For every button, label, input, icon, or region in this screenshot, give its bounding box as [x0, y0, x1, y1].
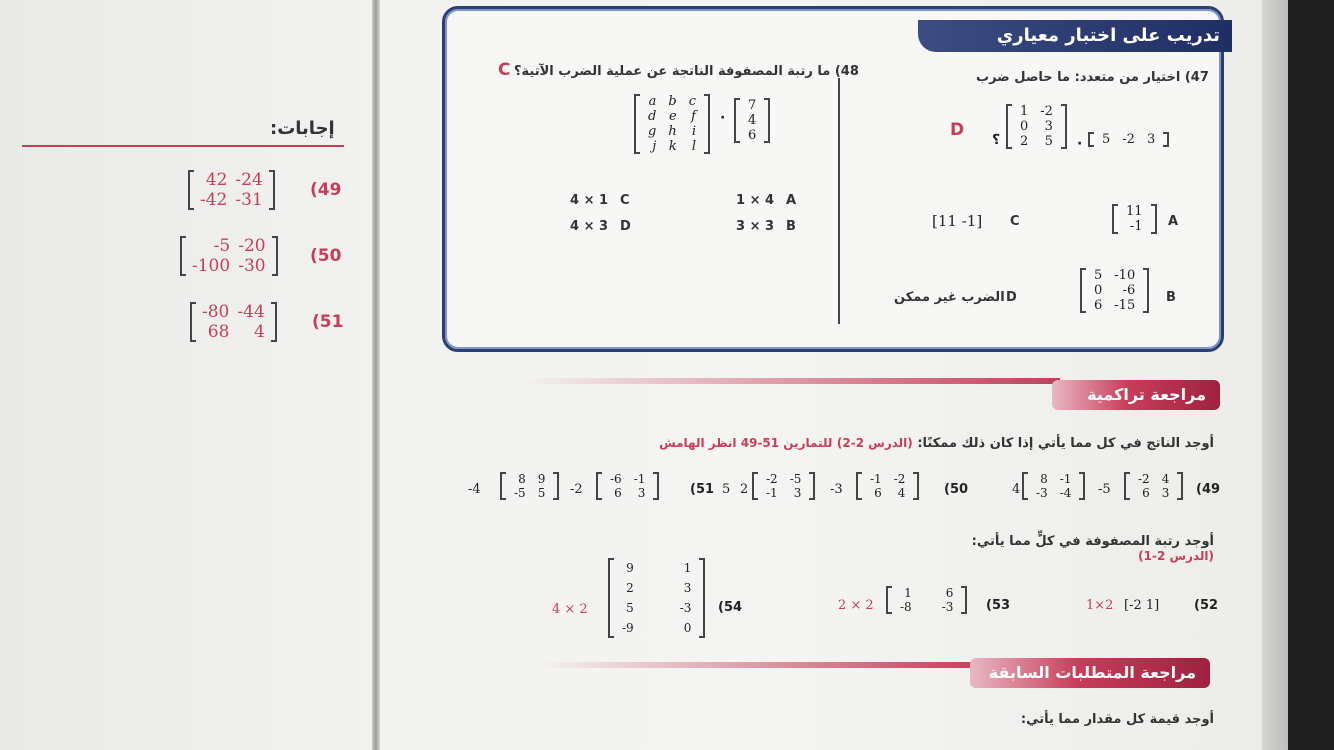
matrix-cell: 0 [1094, 283, 1103, 298]
matrix-cell: -2 [893, 472, 906, 486]
q48-option-c: 4 × 1 [570, 193, 609, 208]
matrix-cell: 5 [626, 601, 634, 615]
answer-49 [184, 170, 354, 218]
answer-51 [186, 302, 356, 350]
matrix-cell: 4 [748, 113, 757, 128]
q48-option-a: 1 × 4 [736, 193, 775, 208]
matrix-cell: -8 [900, 600, 912, 614]
ex54-answer: 4 × 2 [552, 602, 588, 617]
page-edge [1262, 0, 1288, 750]
ex50-matrix-a [752, 472, 815, 500]
matrix-cell: 3 [793, 486, 802, 500]
prereq-banner: مراجعة المتطلبات السابقة [970, 658, 1210, 688]
matrix-cell: 3 [637, 486, 646, 500]
answer-number: (49 [310, 180, 342, 200]
review-instruction-1 [470, 436, 1214, 451]
matrix-cell: 6 [1142, 486, 1150, 500]
matrix-cell: -15 [1114, 298, 1136, 313]
ex50-matrix-b [856, 472, 919, 500]
matrix-cell: 4 [897, 486, 906, 500]
q48-matrix-a [634, 94, 710, 154]
matrix-cell: 7 [748, 98, 757, 113]
answer-50 [176, 236, 346, 284]
matrix-cell: b [668, 94, 677, 109]
matrix-cell: -9 [622, 621, 634, 635]
q47-option-c: [11 -1] [932, 212, 983, 230]
question-divider [838, 78, 840, 324]
ex52-answer: 1×2 [1086, 598, 1114, 613]
matrix-cell: 6 [748, 128, 757, 143]
ex52-matrix: [-2 1] [1124, 598, 1160, 613]
matrix-cell: 6 [945, 586, 954, 600]
q48-option-c-label: C [620, 193, 630, 208]
ex50-outer: 5 [722, 482, 731, 497]
matrix-cell: -20 [238, 236, 266, 256]
matrix-cell: -44 [237, 302, 265, 322]
q47-option-a-label: A [1168, 214, 1179, 229]
ex54-matrix [608, 558, 705, 638]
matrix-cell: -1 [633, 472, 646, 486]
ex53-matrix [886, 586, 967, 614]
matrix-cell: 9 [626, 561, 634, 575]
instruction-text: أوجد رتبة المصفوفة في كلٍّ مما يأتي: [971, 534, 1214, 549]
matrix-cell: 3 [1161, 486, 1170, 500]
matrix-cell: 9 [537, 472, 546, 486]
lesson-ref: (الدرس 2-1) [1138, 549, 1214, 563]
dot-operator: · [1077, 136, 1083, 152]
matrix-cell: 1 [904, 586, 912, 600]
matrix-cell: 1 [1020, 104, 1029, 119]
instruction-text: أوجد الناتج في كل مما يأتي إذا كان ذلك ممكنًا: [917, 436, 1214, 451]
matrix-cell: -80 [202, 302, 230, 322]
q47-answer: D [950, 120, 965, 140]
matrix-cell: 4 [253, 322, 265, 342]
matrix-cell: -2 [1138, 472, 1150, 486]
matrix-cell: -4 [1059, 486, 1072, 500]
matrix-cell: -1 [1059, 472, 1072, 486]
q47-option-d: الضرب غير ممكن [894, 290, 1005, 305]
matrix-cell: 2 [626, 581, 634, 595]
q47-option-c-label: C [1010, 214, 1020, 229]
matrix-cell: -3 [941, 600, 954, 614]
matrix-cell: l [691, 139, 696, 154]
matrix-cell: 2 [1020, 134, 1029, 149]
q48-label: 48) ما رتبة المصفوفة الناتجة عن عملية الضرب الآتية؟ [514, 64, 859, 79]
matrix-cell: 68 [207, 322, 230, 342]
matrix-cell: -100 [192, 256, 231, 276]
matrix-cell: -1 [1129, 219, 1143, 234]
q47-matrix-b [1088, 132, 1169, 147]
ex50-number: (50 [944, 482, 969, 497]
ex51-outer: -4 [468, 482, 481, 497]
q48-answer: C [498, 60, 511, 80]
matrix-cell: -5 [514, 486, 526, 500]
q47-option-b-label: B [1166, 290, 1176, 305]
ex49-matrix-b [1124, 472, 1183, 500]
matrix-cell: 5 [537, 486, 546, 500]
prereq-instruction: أوجد قيمة كل مقدار مما يأتي: [1020, 712, 1214, 727]
practice-banner: تدريب على اختبار معياري [918, 20, 1232, 52]
matrix-cell: 4 [1161, 472, 1170, 486]
ex50-minus: -3 [830, 482, 843, 497]
matrix-cell: -3 [1036, 486, 1048, 500]
matrix-cell: 5 [1094, 268, 1103, 283]
matrix-cell: 8 [1040, 472, 1048, 486]
matrix-cell: 6 [1094, 298, 1103, 313]
margin-note: للتمارين 51-49 انظر الهامش [659, 436, 833, 450]
matrix-cell: i [691, 124, 696, 139]
q48-matrix-b [734, 98, 770, 143]
dot-operator: · [720, 110, 726, 126]
matrix-cell: a [648, 94, 657, 109]
matrix-cell: -1 [766, 486, 778, 500]
matrix-cell: 8 [518, 472, 526, 486]
question-mark: ؟ [992, 132, 1001, 148]
answer-matrix [190, 302, 277, 342]
ex53-number: (53 [986, 598, 1011, 613]
ex49-scalar: 4 [1012, 482, 1021, 497]
page-gutter [372, 0, 380, 750]
ex51-minus: -2 [570, 482, 583, 497]
ex53-answer: 2 × 2 [838, 598, 874, 613]
matrix-cell: e [669, 109, 677, 124]
matrix-cell: -1 [870, 472, 882, 486]
banner-fade [540, 662, 980, 668]
matrix-cell: -10 [1114, 268, 1136, 283]
ex52-number: (52 [1194, 598, 1219, 613]
matrix-cell: 0 [1020, 119, 1029, 134]
ex51-matrix-b [596, 472, 659, 500]
matrix-cell: 6 [614, 486, 622, 500]
matrix-cell: 3 [1044, 119, 1053, 134]
matrix-cell: 0 [683, 621, 692, 635]
ex51-matrix-a [500, 472, 559, 500]
matrix-cell: -3 [679, 601, 692, 615]
matrix-cell: -6 [610, 472, 622, 486]
matrix-cell: 3 [1146, 132, 1156, 147]
q48-option-b-label: B [786, 219, 796, 234]
answer-matrix [188, 170, 275, 210]
banner-fade [520, 378, 1060, 384]
matrix-cell: 5 [1102, 132, 1111, 147]
q48-option-a-label: A [786, 193, 797, 208]
matrix-cell: -6 [1122, 283, 1136, 298]
matrix-cell: -2 [766, 472, 778, 486]
review-instruction-2 [944, 534, 1214, 564]
answer-number: (51 [312, 312, 344, 332]
matrix-cell: 6 [874, 486, 882, 500]
ex50-inner: 2 [740, 482, 749, 497]
ex49-matrix-a [1022, 472, 1085, 500]
matrix-cell: -24 [235, 170, 263, 190]
q47-option-b [1080, 268, 1149, 313]
matrix-cell: -42 [200, 190, 228, 210]
matrix-cell: h [668, 124, 677, 139]
answers-divider [22, 145, 344, 147]
ex51-number: (51 [690, 482, 715, 497]
matrix-cell: 42 [205, 170, 228, 190]
ex49-number: (49 [1196, 482, 1221, 497]
answer-number: (50 [310, 246, 342, 266]
matrix-cell: j [652, 139, 657, 154]
q47-label: 47) اختيار من متعدد: ما حاصل ضرب [976, 70, 1209, 85]
matrix-cell: -5 [789, 472, 802, 486]
review-banner: مراجعة تراكمية [1052, 380, 1220, 410]
q47-option-d-label: D [1006, 290, 1017, 305]
matrix-cell: d [648, 109, 657, 124]
matrix-cell: 1 [683, 561, 692, 575]
lesson-ref: (الدرس 2-2) [836, 436, 913, 450]
matrix-cell: -5 [213, 236, 231, 256]
matrix-cell: g [648, 124, 657, 139]
q48-option-b: 3 × 3 [736, 219, 775, 234]
answer-matrix [180, 236, 278, 276]
matrix-cell: 11 [1126, 204, 1143, 219]
matrix-cell: 3 [683, 581, 692, 595]
matrix-cell: -30 [238, 256, 266, 276]
q48-option-d-label: D [620, 219, 631, 234]
matrix-cell: k [668, 139, 677, 154]
ex54-number: (54 [718, 600, 743, 615]
matrix-cell: 5 [1044, 134, 1053, 149]
matrix-cell: c [688, 94, 696, 109]
matrix-cell: -31 [235, 190, 263, 210]
matrix-cell: -2 [1122, 132, 1135, 147]
matrix-cell: -2 [1040, 104, 1053, 119]
q47-matrix-a [1006, 104, 1067, 149]
q48-option-d: 4 × 3 [570, 219, 609, 234]
ex49-minus: -5 [1098, 482, 1111, 497]
q47-option-a [1112, 204, 1157, 234]
answers-title: إجابات: [270, 118, 335, 139]
matrix-cell: f [691, 109, 696, 124]
